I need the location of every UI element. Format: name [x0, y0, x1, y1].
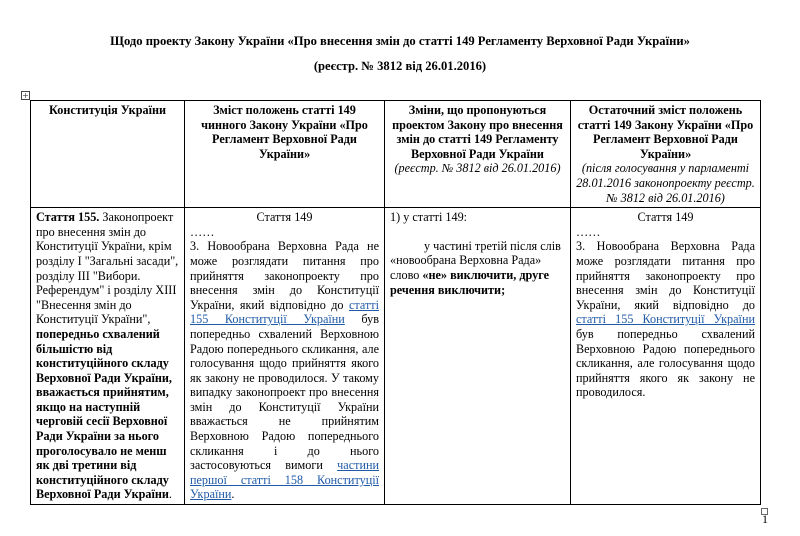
header-current-law-label: Зміст положень статті 149 чинного Закону України «Про Регламент Верховної Ради України»: [201, 103, 368, 161]
cell-proposed-changes: [385, 208, 571, 505]
cell-constitution: [31, 208, 185, 505]
table-row: [31, 208, 761, 505]
proposed-text: у частині третій після слів «новообрана Верховна Рада» слово: [390, 238, 561, 282]
proposed-item-1: 1) у статті 149:: [390, 210, 468, 225]
proposed-bold-text: «не» виключити, друге речення виключити;: [390, 267, 550, 297]
article-155-label: Стаття 155.: [36, 210, 100, 225]
final-text: 3. Новообрана Верховна Рада може розглядати питання про прийняття законопроекту про внесення змін до Конституції України, який відповідно до: [576, 239, 755, 312]
page-number: 1: [762, 512, 768, 526]
cell-current-law: [185, 208, 385, 505]
comparison-table: [30, 100, 761, 505]
header-proposed-changes: [385, 101, 571, 208]
header-final-note: (після голосування у парламенті 28.01.2016 законопроекту реєстр. № 3812 від 26.01.2016): [576, 161, 755, 205]
final-link-article-155[interactable]: статті 155 Конституції України: [576, 312, 755, 327]
current-law-end: .: [231, 487, 235, 502]
header-constitution: [31, 101, 185, 208]
header-final-label: Остаточний зміст положень статті 149 Закону України «Про Регламент Верховної Ради України»: [577, 103, 754, 161]
cell-final-text: [571, 208, 761, 505]
link-article-155[interactable]: статті 155 Конституції України: [190, 297, 379, 327]
ellipsis: ……: [190, 224, 215, 239]
header-final-text: [571, 101, 761, 208]
final-article-149-label: Стаття 149: [637, 210, 694, 225]
final-ellipsis: ……: [576, 224, 601, 239]
table-move-handle-icon[interactable]: +: [22, 91, 29, 100]
constitution-end: .: [168, 487, 172, 502]
current-law-text-2: був попередньо схвалений Верховною Радою попереднього скликання, але голосування щодо прийняття якого як закону не проводилося. У такому випадку законопроект про внесення змін до Конституції України вважається не прийнятим Верховною Радою попереднього скликання і до нього застосовуються вимоги: [190, 312, 379, 473]
final-text-2: був попередньо схвалений Верховною Радою попереднього скликання, але голосування щодо прийняття якого як закону не проводилося.: [576, 326, 755, 400]
constitution-bold-text: попередньо схвалений більшістю від конституційного складу Верховної Ради України, вважається прийнятим, якщо на наступній черговій сесії Верховної Ради України за нього проголосувало не менш як дві третини від конституційного складу Верховної Ради України: [36, 326, 172, 502]
article-149-label: Стаття 149: [256, 210, 313, 225]
constitution-text: Законопроект про внесення змін до Конституції України, крім розділу I "Загальні засади", розділу III "Вибори. Референдум" і розділу XIII "Внесення змін до Конституції України",: [36, 210, 179, 327]
current-law-text: 3. Новообрана Верховна Рада не може розглядати питання про прийняття законопроекту про внесення змін до Конституції України, який відповідно до: [190, 239, 379, 312]
document-subtitle: (реєстр. № 3812 від 26.01.2016): [313, 59, 487, 73]
header-current-law: [185, 101, 385, 208]
header-proposed-note: (реєстр. № 3812 від 26.01.2016): [394, 161, 561, 176]
table-header-row: [31, 101, 761, 208]
header-constitution-label: Конституція України: [49, 103, 166, 117]
header-proposed-label: Зміни, що пропонуються проектом Закону про внесення змін до статті 149 Регламенту Верховної Ради України: [392, 103, 563, 161]
link-article-158[interactable]: частини першої статті 158 Конституції України: [190, 458, 380, 502]
document-title: Щодо проекту Закону України «Про внесення змін до статті 149 Регламенту Верховної Ради України»: [110, 34, 690, 48]
